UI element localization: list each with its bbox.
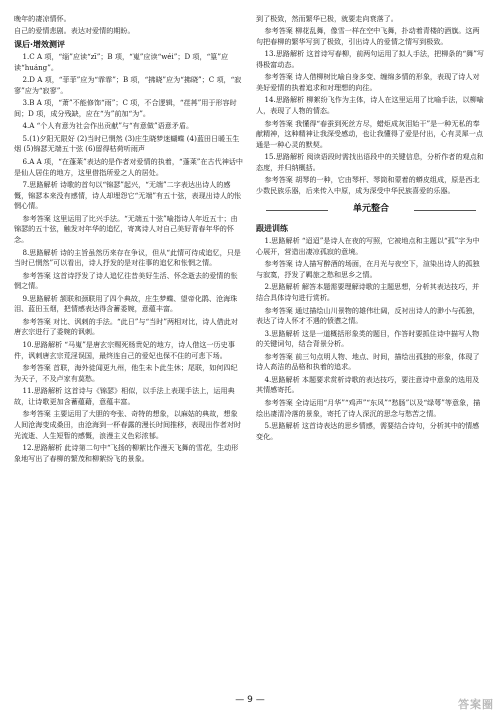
paragraph: 自己的爱情悲剧。表达对爱情的期盼。: [14, 26, 135, 36]
answer-page: [14, 14, 486, 686]
paragraph: 10.思路解析 “马嵬”是唐玄宗赐死杨贵妃的地方，诗人借这一历史事件，讽刺唐玄宗荒淫误国，最终连自己的爱妃也保不住的可悲下场。: [14, 339, 235, 360]
paragraph: 1.C A 项，“缁”应读“zī”；B 项，“嵬”应读“wéi”；D 项，“篁”应读“huáng”。: [14, 52, 229, 72]
paragraph: 6.A A 项，“在蓬莱”表达的是作者对爱情的执着，“蓬莱”在古代神话中是仙人居住的地方，这里借指所爱之人的居处。: [14, 156, 243, 177]
paragraph: 15.思路解析 阅读语段时需找出语段中的关键信息，分析作者的观点和态度，并归纳概括。: [256, 152, 484, 173]
paragraph: 11.思路解析 这首诗与《锦瑟》相似，以手法上表现手法上，运用典故，让诗歌更加含蓄蕴藉，意蕴丰富。: [14, 385, 235, 406]
watermark-logo: 答案圈: [458, 698, 494, 711]
paragraph: 3.B A 项，“萧”不能修饰“雨”；C 项，不合逻辑，“荏苒”用于形容时间；D 项，成分残缺，应在“为”前加“为”。: [14, 98, 237, 119]
paragraph: 1.思路解析 “迢迢”是诗人在夜的写照，它被地点和主题以“孤”字为中心展开，营造出凄凉孤寂的意境。: [256, 236, 480, 257]
answer-paragraph: 参考答案 前三句点明人物、地点、时间，描绘出孤独的形象，体现了诗人高洁的品格和执着的追求。: [256, 351, 480, 372]
answer-paragraph: 参考答案 这里运用了比兴手法。“无端五十弦”喻指诗人年近五十；由锦瑟的五十弦，触发对年华的追忆，寄寓诗人对自己美好青春年华的怀念。: [14, 213, 238, 245]
paragraph: 5.(1)夕阳无限好 (2)当时已惘然 (3)庄生晓梦迷蝴蝶 (4)蓝田日暖玉生烟 (5)锦瑟无端五十弦 (6)留得枯荷听雨声: [14, 133, 240, 154]
answer-paragraph: 参考答案 胡琴的一种，它由琴杆、琴筒和蒙着的蟒皮组成，原是西北少数民族乐器，后来传入中原，成为深受中华民族喜爱的乐器。: [256, 175, 480, 196]
paragraph: 9.思路解析 颔联和颈联用了四个典故，庄生梦蝶、望帝化鹃、沧海珠泪、蓝田玉烟，把情感表达得含蓄委婉，意蕴丰富。: [14, 293, 238, 314]
answer-paragraph: 参考答案 柳花乱舞，像雪一样在空中飞舞，扑动着青楼的酒旗。这两句把春柳的繁华写到了极致，引出诗人的爱情之情写到极致。: [256, 26, 480, 47]
paragraph: 到了极致，然而繁华已极，就要走向衰落了。: [256, 14, 398, 23]
paragraph: 2.思路解析 解答本题需要理解诗歌的主题思想，分析其表达技巧，并结合具体诗句进行赏析。: [256, 282, 480, 303]
answer-paragraph: 参考答案 对比、讽刺的手法。“此日”与“当时”两相对比，诗人借此对唐玄宗进行了委婉的讽刺。: [14, 316, 238, 337]
subsection-heading: 课后·增效测评: [14, 39, 66, 49]
answer-paragraph: 参考答案 全诗运用“月华”“鸡声”“东风”“愁肠”以及“绿萼”等意象，描绘出凄清冷落的景象，寄托了诗人深沉的思念与愁苦之情。: [256, 397, 481, 418]
answer-paragraph: 参考答案 诗人借柳树比喻自身多变、缠绵多情的形象，表现了诗人对美好爱情的执着追求和对理想的向往。: [256, 72, 480, 93]
paragraph: 7.思路解析 诗歌的首句以“锦瑟”起兴，“无端”二字表达出诗人的感慨，锦瑟本来没有感情，诗人却埋怨它“无端”有五十弦，表现出诗人的怅惘心情。: [14, 179, 242, 211]
page-number: — 9 —: [235, 695, 265, 705]
paragraph: 8.思路解析 诗的主旨虽然历来存在争议，但从“此情可待成追忆，只是当时已惘然”可以看出，诗人抒发的是对往事的追忆和怅惘之情。: [14, 247, 241, 268]
answer-paragraph: 参考答案 诗人描写醉酒的场面，在月光与夜空下，渲染出诗人的孤独与寂寞，抒发了羁旅之愁和思乡之情。: [256, 259, 480, 280]
answer-paragraph: 参考答案 我懂得“春蚕到死丝方尽，蜡炬成灰泪始干”是一种无私的奉献精神，这种精神让我深受感动，也让我懂得了爱是付出，心有灵犀一点通是一种心灵的默契。: [256, 118, 483, 150]
left-column: [14, 14, 244, 686]
answer-paragraph: 参考答案 首联，海外徒闻更九州，他生未卜此生休；尾联，如何四纪为天子，不及卢家有莫愁。: [14, 362, 238, 383]
paragraph: 3.思路解析 这是一道概括形象类的题目，作答时要抓住诗中描写人物的关键词句，结合背景分析。: [256, 328, 480, 349]
paragraph: 4.思路解析 本题要求赏析诗歌的表达技巧，要注意诗中意象的选用及其情感寄托。: [256, 374, 480, 395]
paragraph: 13.思路解析 这首诗写春柳，前两句运用了拟人手法，把柳条的“舞”写得极富动态。: [256, 49, 484, 70]
subsection-heading: 跟进训练: [256, 223, 288, 233]
paragraph: 5.思路解析 这首诗表达的思乡情感，需要结合诗句，分析其中的情感变化。: [256, 420, 480, 441]
paragraph: 12.思路解析 此诗第二句中“飞扬的柳絮比作漫天飞舞的雪花，生动形象地写出了春柳的繁茂和柳絮纷飞的景象。: [14, 442, 239, 463]
right-column: [256, 14, 486, 686]
answer-paragraph: 参考答案 通过描绘山川景物的雄伟壮阔，反衬出诗人的渺小与孤独，表达了诗人怀才不遇的愤懑之情。: [256, 305, 480, 326]
answer-paragraph: 参考答案 主要运用了大胆的夸张、奇特的想象，以麻姑的典故，想象人间沧海变成桑田，由沧海到一杯春露的漫长时间推移，表现出作者对时光流逝、人生短暂的感慨，浪漫主义色彩浓郁。: [14, 408, 241, 440]
paragraph: 2.D A 项，“菲菲”应为“霏霏”；B 项，“拂晓”应为“拂晓”；C 项，“寂寥”应为“寂寥”。: [14, 75, 242, 96]
section-heading: 单元整合: [256, 203, 486, 217]
answer-paragraph: 参考答案 这首诗抒发了诗人追忆往昔美好生活、怀念逝去的爱情的怅惘之情。: [14, 270, 238, 291]
paragraph: 4.A “个人有意为社会作出贡献”与“有意做”语意矛盾。: [22, 121, 194, 131]
paragraph: 14.思路解析 柳絮纷飞作为主体，诗人在这里运用了比喻手法，以柳喻人，表现了人物的情态。: [256, 95, 484, 116]
paragraph: 晚年的凄凉情怀。: [14, 14, 71, 23]
